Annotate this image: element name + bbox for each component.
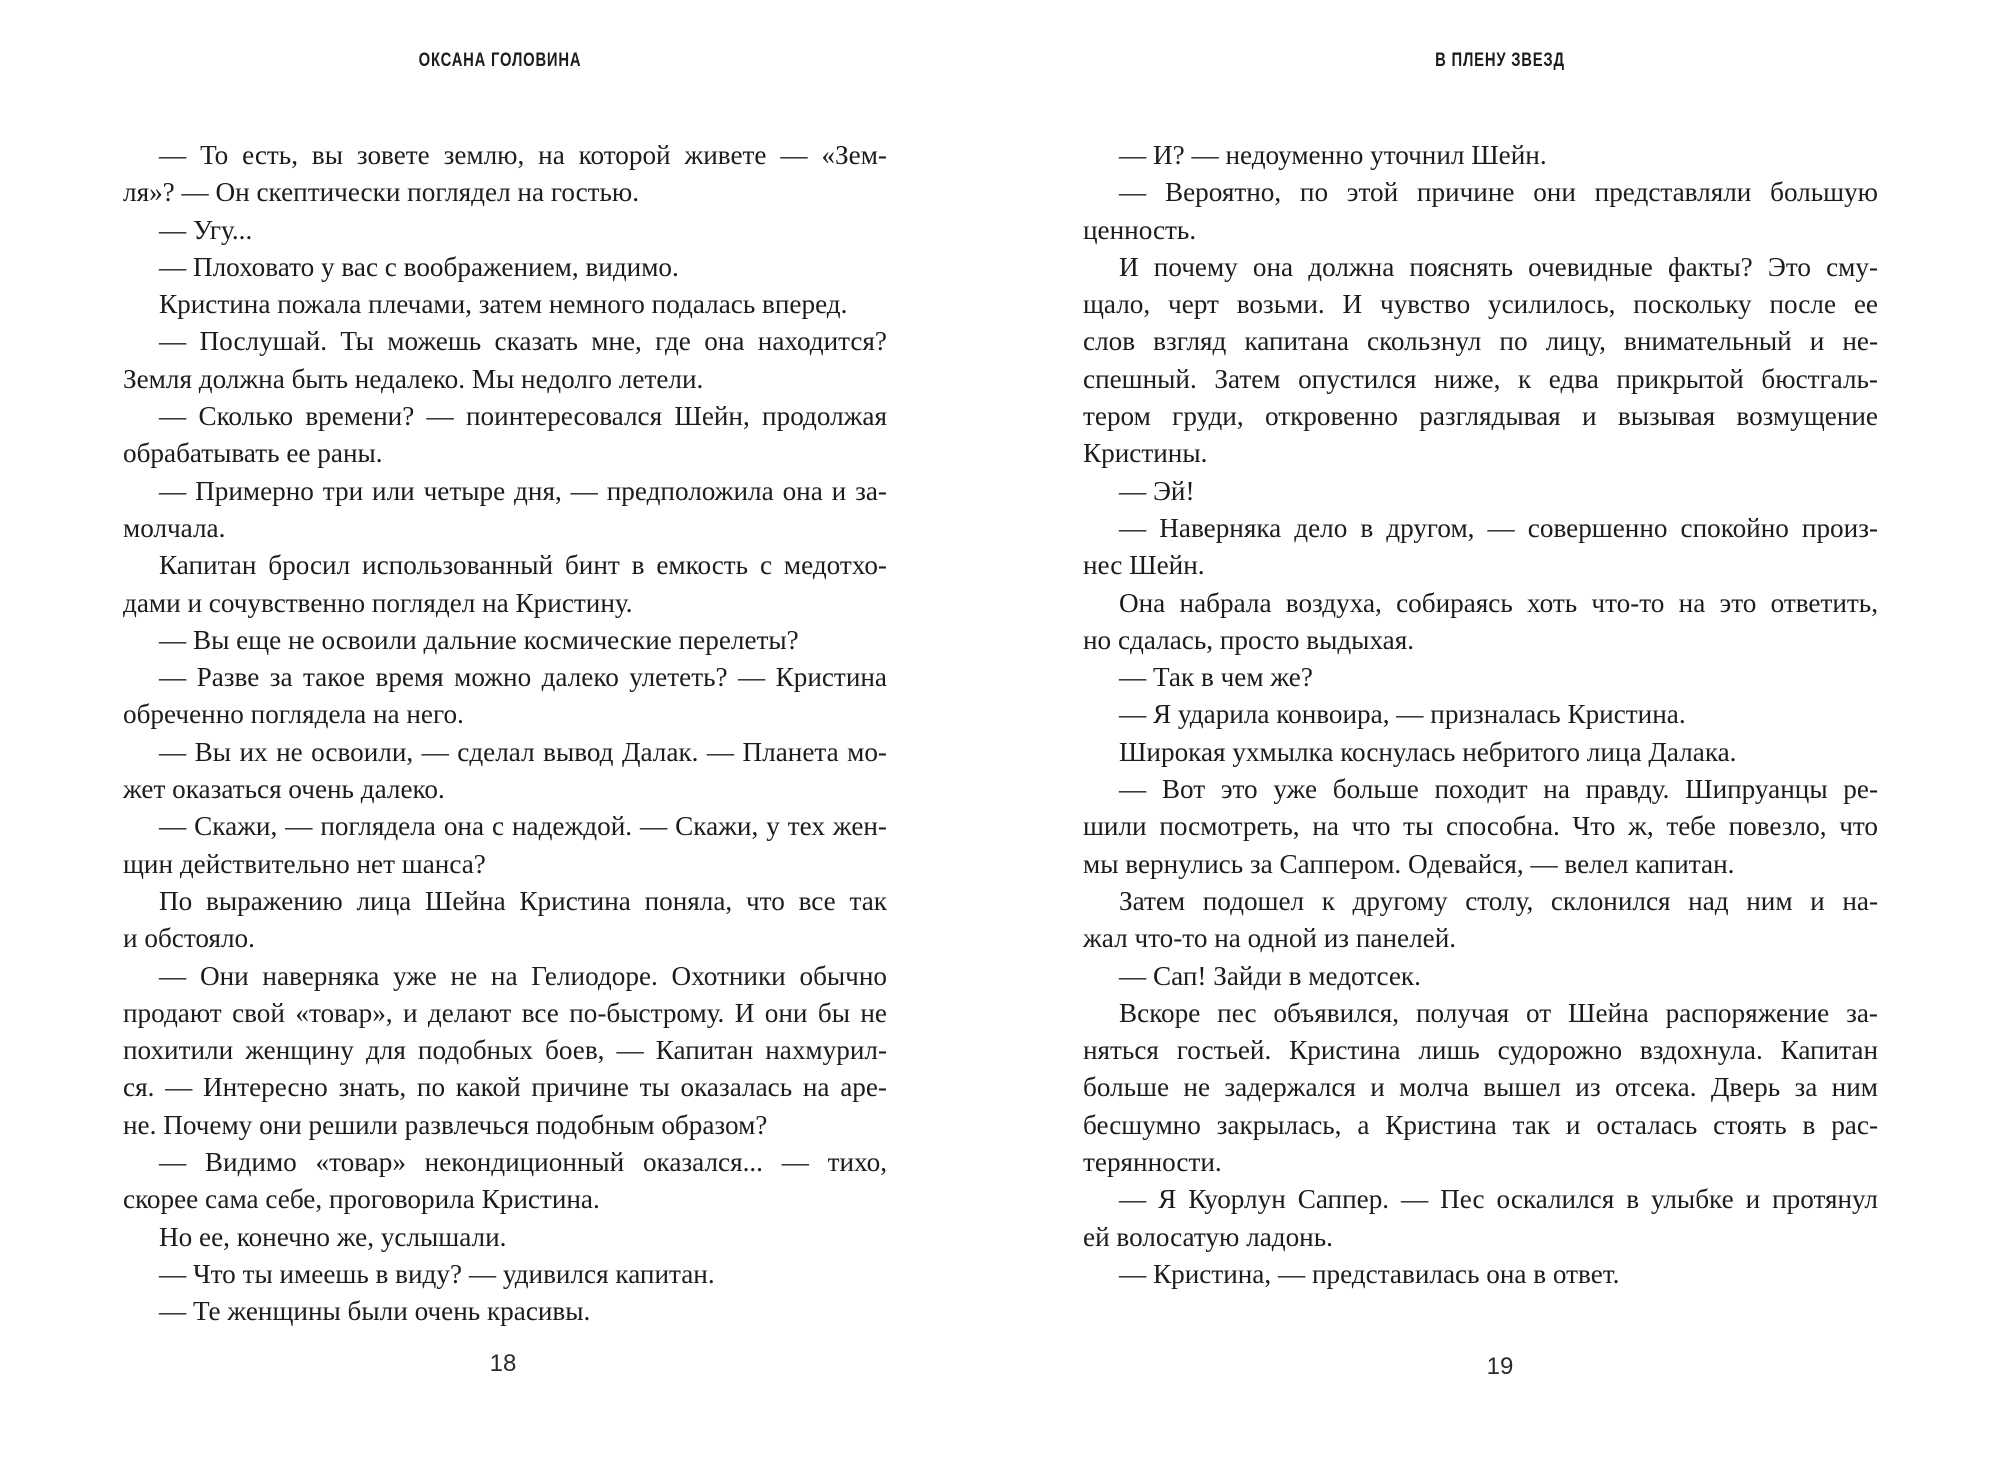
text-line: ей волосатую ладонь. (1083, 1221, 1333, 1252)
text-line: спешный. Затем опустился ниже, к едва прикрытой бюстгаль- (1083, 363, 1878, 394)
text-line: — Наверняка дело в другом, — совершенно спокойно произ- (1119, 512, 1878, 543)
text-line: И почему она должна пояснять очевидные факты? Это сму- (1119, 251, 1878, 282)
text-line: — Плоховато у вас с воображением, видимо. (159, 251, 679, 282)
text-line: — Скажи, — поглядела она с надеждой. — Скажи, у тех жен- (159, 811, 887, 842)
text-line: По выражению лица Шейна Кристина поняла, что все так (159, 885, 887, 916)
text-line: — То есть, вы зовете землю, на которой живете — «Зем- (159, 140, 887, 170)
text-line: щало, черт возьми. И чувство усилилось, поскольку после ее (1083, 289, 1878, 320)
text-line: — Примерно три или четыре дня, — предположила она и за- (159, 475, 887, 506)
running-head-author: ОКСАНА ГОЛОВИНА (418, 50, 582, 71)
text-line: — Вы еще не освоили дальние космические перелеты? (159, 624, 799, 655)
right-page-body (1083, 137, 1878, 1293)
text-line: — Так в чем же? (1119, 662, 1313, 693)
text-line: — Вот это уже больше походит на правду. Шипруанцы ре- (1119, 774, 1878, 805)
text-line: шили посмотреть, на что ты способна. Что ж, тебе повезло, что (1083, 811, 1878, 842)
text-line: похитили женщину для подобных боев, — Капитан нахмурил- (123, 1035, 887, 1066)
text-line: — Угу... (159, 214, 253, 245)
running-head-title: В ПЛЕНУ ЗВЕЗД (1435, 50, 1565, 71)
text-line: — Вероятно, по этой причине они представляли большую (1119, 177, 1878, 208)
text-line: — Они наверняка уже не на Гелиодоре. Охотники обычно (159, 960, 887, 991)
text-line: ценность. (1083, 214, 1197, 245)
text-line: бесшумно закрылась, а Кристина так и осталась стоять в рас- (1083, 1109, 1878, 1140)
text-line: — Кристина, — представилась она в ответ. (1119, 1258, 1620, 1289)
text-line: обрабатывать ее раны. (123, 438, 383, 469)
page-number-left: 18 (489, 1350, 517, 1377)
text-line: мы вернулись за Саппером. Одевайся, — велел капитан. (1083, 848, 1735, 879)
text-line: — Что ты имеешь в виду? — удивился капитан. (159, 1258, 715, 1289)
text-line: — Те женщины были очень красивы. (159, 1296, 591, 1327)
text-line: — И? — недоуменно уточнил Шейн. (1119, 140, 1547, 170)
text-line: ся. — Интересно знать, по какой причине ты оказалась на аре- (123, 1072, 887, 1103)
text-line: не. Почему они решили развлечься подобным образом? (123, 1109, 768, 1140)
text-line: скорее сама себе, проговорила Кристина. (123, 1184, 600, 1215)
text-line: молчала. (123, 512, 226, 543)
text-line: щин действительно нет шанса? (123, 848, 486, 879)
text-line: дами и сочувственно поглядел на Кристину. (123, 587, 633, 618)
text-line: — Сколько времени? — поинтересовался Шейн, продолжая (159, 401, 887, 432)
text-line: Земля должна быть недалеко. Мы недолго летели. (123, 363, 704, 394)
text-line: — Я ударила конвоира, — призналась Кристина. (1119, 699, 1686, 730)
text-line: — Эй! (1119, 475, 1195, 506)
text-line: жет оказаться очень далеко. (123, 774, 445, 805)
text-line: и обстояло. (123, 923, 255, 954)
text-line: продают свой «товар», и делают все по-быстрому. И они бы не (123, 997, 887, 1028)
text-line: Затем подошел к другому столу, склонился над ним и на- (1119, 885, 1878, 916)
right-page (1000, 0, 2000, 1475)
text-line: — Послушай. Ты можешь сказать мне, где она находится? (159, 326, 887, 357)
left-page-body (123, 137, 887, 1331)
text-line: — Вы их не освоили, — сделал вывод Далак. — Планета мо- (159, 736, 887, 767)
text-line: нес Шейн. (1083, 550, 1205, 581)
text-line: но сдалась, просто выдыхая. (1083, 624, 1415, 655)
text-line: обреченно поглядела на него. (123, 699, 464, 730)
text-line: жал что-то на одной из панелей. (1083, 923, 1457, 954)
text-line: Капитан бросил использованный бинт в емкость с медотхо- (159, 550, 887, 581)
text-line: ля»? — Он скептически поглядел на гостью. (123, 177, 640, 208)
text-line: — Сап! Зайди в медотсек. (1119, 960, 1421, 991)
text-line: Кристина пожала плечами, затем немного подалась вперед. (159, 289, 848, 320)
text-line: няться гостьей. Кристина лишь судорожно вздохнула. Капитан (1083, 1035, 1878, 1066)
text-line: — Я Куорлун Саппер. — Пес оскалился в улыбке и протянул (1119, 1184, 1878, 1215)
text-line: тером груди, откровенно разглядывая и вызывая возмущение (1083, 401, 1878, 432)
text-line: — Разве за такое время можно далеко улететь? — Кристина (159, 662, 887, 693)
text-line: — Видимо «товар» некондиционный оказался... — тихо, (159, 1147, 887, 1178)
text-line: слов взгляд капитана скользнул по лицу, внимательный и не- (1083, 326, 1878, 357)
text-line: больше не задержался и молча вышел из отсека. Дверь за ним (1083, 1072, 1878, 1103)
page-number-right: 19 (1486, 1353, 1514, 1380)
text-line: Но ее, конечно же, услышали. (159, 1221, 507, 1252)
text-line: Широкая ухмылка коснулась небритого лица Далака. (1119, 736, 1737, 767)
text-line: Вскоре пес объявился, получая от Шейна распоряжение за- (1119, 997, 1878, 1028)
text-line: Она набрала воздуха, собираясь хоть что-то на это ответить, (1119, 587, 1878, 618)
text-line: Кристины. (1083, 438, 1208, 469)
text-line: терянности. (1083, 1147, 1222, 1178)
